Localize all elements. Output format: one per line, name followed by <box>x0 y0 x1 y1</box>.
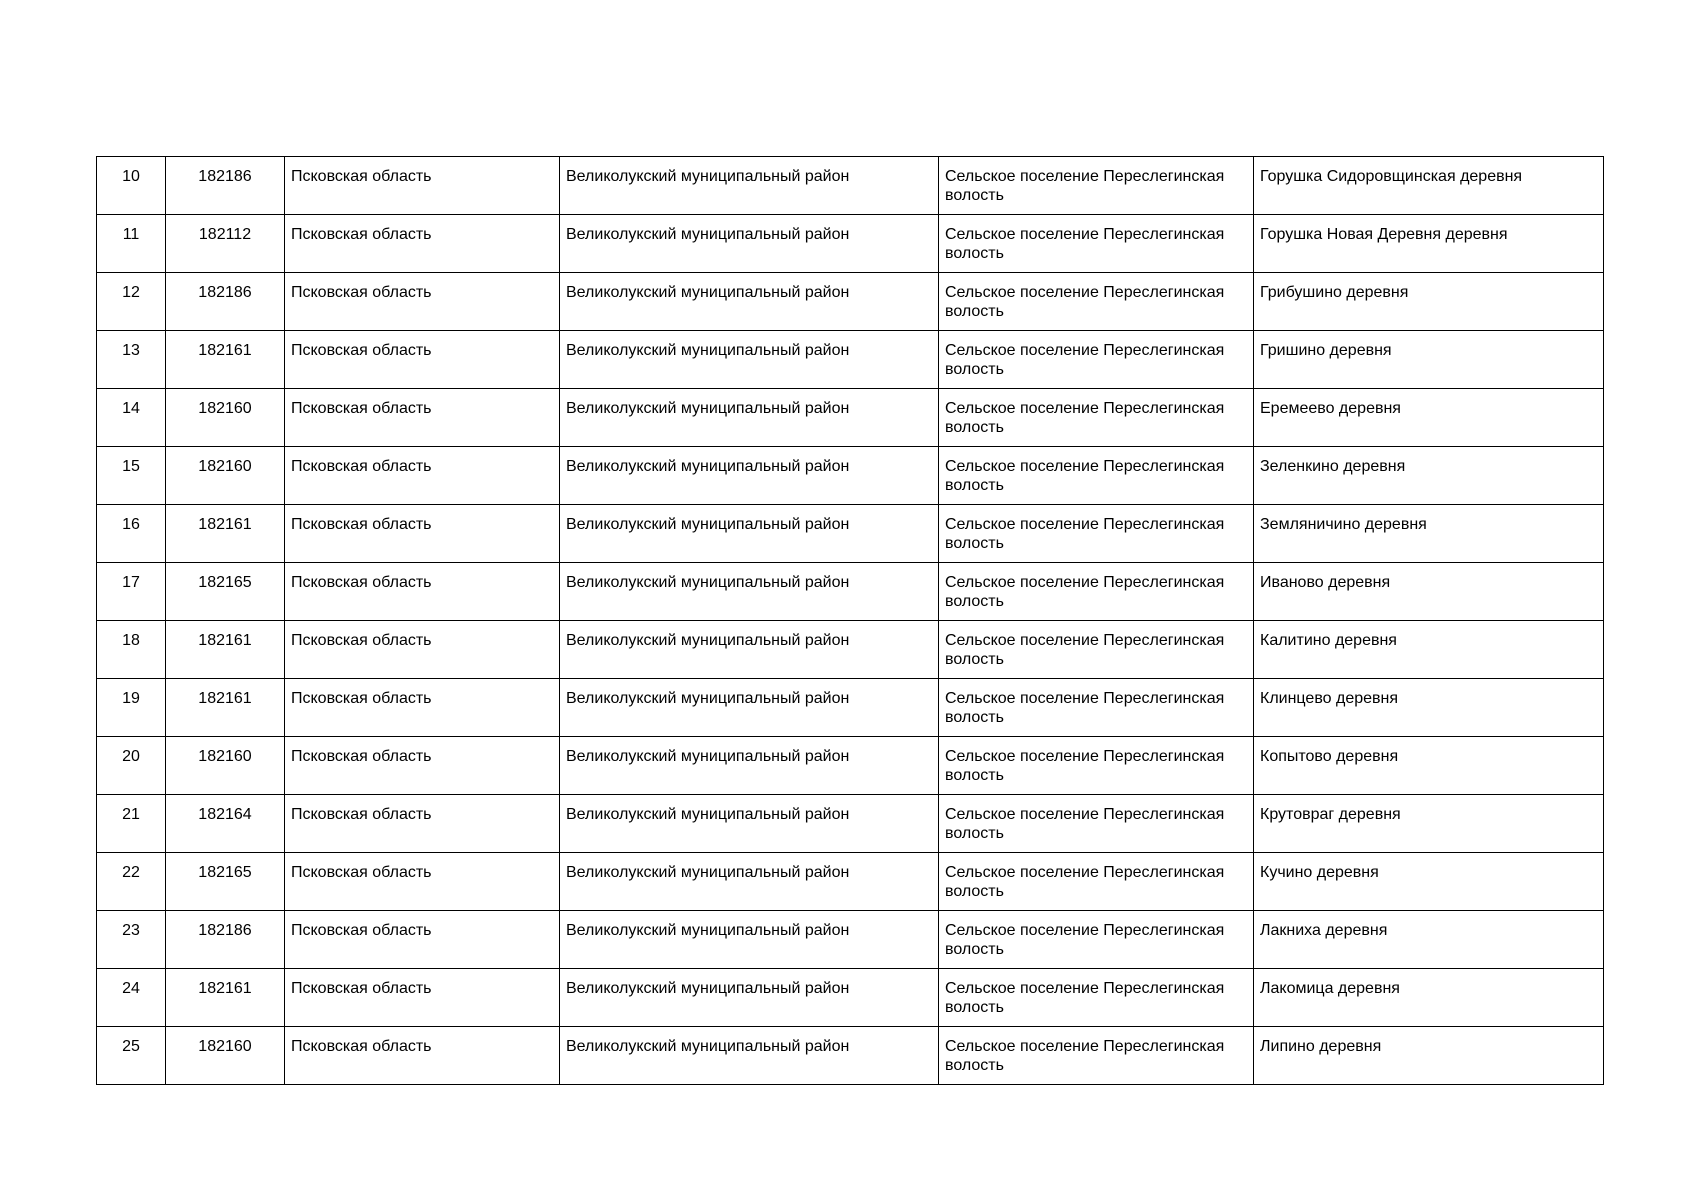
table-row <box>97 621 1604 679</box>
locality-cell: Крутовраг деревня <box>1254 795 1604 853</box>
settlement-cell: Сельское поселение Переслегинская волость <box>939 795 1254 853</box>
district-cell: Великолукский муниципальный район <box>560 331 939 389</box>
table-row <box>97 911 1604 969</box>
locality-cell: Еремеево деревня <box>1254 389 1604 447</box>
region-cell: Псковская область <box>285 1027 560 1085</box>
locality-cell: Лакниха деревня <box>1254 911 1604 969</box>
district-cell: Великолукский муниципальный район <box>560 215 939 273</box>
district-cell: Великолукский муниципальный район <box>560 737 939 795</box>
row-number-cell: 22 <box>97 853 166 911</box>
region-cell: Псковская область <box>285 911 560 969</box>
locality-cell: Копытово деревня <box>1254 737 1604 795</box>
table-row <box>97 215 1604 273</box>
row-number-cell: 24 <box>97 969 166 1027</box>
row-number-cell: 21 <box>97 795 166 853</box>
region-cell: Псковская область <box>285 215 560 273</box>
table-row <box>97 969 1604 1027</box>
district-cell: Великолукский муниципальный район <box>560 563 939 621</box>
district-cell: Великолукский муниципальный район <box>560 273 939 331</box>
locality-cell: Иваново деревня <box>1254 563 1604 621</box>
table-row <box>97 273 1604 331</box>
district-cell: Великолукский муниципальный район <box>560 679 939 737</box>
table-row <box>97 737 1604 795</box>
postal-code-cell: 182165 <box>166 563 285 621</box>
settlement-cell: Сельское поселение Переслегинская волость <box>939 737 1254 795</box>
postal-code-cell: 182186 <box>166 273 285 331</box>
region-cell: Псковская область <box>285 157 560 215</box>
locality-cell: Земляничино деревня <box>1254 505 1604 563</box>
table-row <box>97 679 1604 737</box>
table-row <box>97 563 1604 621</box>
table-row <box>97 389 1604 447</box>
region-cell: Псковская область <box>285 795 560 853</box>
postal-code-cell: 182112 <box>166 215 285 273</box>
row-number-cell: 17 <box>97 563 166 621</box>
settlement-cell: Сельское поселение Переслегинская волость <box>939 447 1254 505</box>
locality-cell: Липино деревня <box>1254 1027 1604 1085</box>
postal-code-cell: 182186 <box>166 911 285 969</box>
locality-cell: Гришино деревня <box>1254 331 1604 389</box>
district-cell: Великолукский муниципальный район <box>560 505 939 563</box>
row-number-cell: 10 <box>97 157 166 215</box>
settlement-cell: Сельское поселение Переслегинская волость <box>939 563 1254 621</box>
row-number-cell: 16 <box>97 505 166 563</box>
postal-code-cell: 182161 <box>166 331 285 389</box>
settlement-cell: Сельское поселение Переслегинская волость <box>939 331 1254 389</box>
row-number-cell: 23 <box>97 911 166 969</box>
settlement-cell: Сельское поселение Переслегинская волость <box>939 389 1254 447</box>
locality-cell: Горушка Сидоровщинская деревня <box>1254 157 1604 215</box>
row-number-cell: 18 <box>97 621 166 679</box>
district-cell: Великолукский муниципальный район <box>560 621 939 679</box>
district-cell: Великолукский муниципальный район <box>560 853 939 911</box>
table-row <box>97 1027 1604 1085</box>
region-cell: Псковская область <box>285 563 560 621</box>
settlement-cell: Сельское поселение Переслегинская волость <box>939 157 1254 215</box>
region-cell: Псковская область <box>285 621 560 679</box>
locality-table-body <box>97 157 1604 1085</box>
district-cell: Великолукский муниципальный район <box>560 389 939 447</box>
locality-cell: Грибушино деревня <box>1254 273 1604 331</box>
settlement-cell: Сельское поселение Переслегинская волость <box>939 505 1254 563</box>
district-cell: Великолукский муниципальный район <box>560 447 939 505</box>
locality-cell: Горушка Новая Деревня деревня <box>1254 215 1604 273</box>
settlement-cell: Сельское поселение Переслегинская волость <box>939 969 1254 1027</box>
region-cell: Псковская область <box>285 331 560 389</box>
table-row <box>97 331 1604 389</box>
postal-code-cell: 182161 <box>166 505 285 563</box>
district-cell: Великолукский муниципальный район <box>560 1027 939 1085</box>
settlement-cell: Сельское поселение Переслегинская волость <box>939 621 1254 679</box>
postal-code-cell: 182161 <box>166 679 285 737</box>
settlement-cell: Сельское поселение Переслегинская волость <box>939 911 1254 969</box>
settlement-cell: Сельское поселение Переслегинская волость <box>939 215 1254 273</box>
row-number-cell: 19 <box>97 679 166 737</box>
row-number-cell: 25 <box>97 1027 166 1085</box>
locality-cell: Зеленкино деревня <box>1254 447 1604 505</box>
postal-code-cell: 182161 <box>166 621 285 679</box>
region-cell: Псковская область <box>285 505 560 563</box>
settlement-cell: Сельское поселение Переслегинская волость <box>939 853 1254 911</box>
row-number-cell: 14 <box>97 389 166 447</box>
table-row <box>97 853 1604 911</box>
table-row <box>97 447 1604 505</box>
region-cell: Псковская область <box>285 389 560 447</box>
settlement-cell: Сельское поселение Переслегинская волость <box>939 1027 1254 1085</box>
postal-code-cell: 182165 <box>166 853 285 911</box>
locality-table <box>96 156 1604 1085</box>
settlement-cell: Сельское поселение Переслегинская волость <box>939 273 1254 331</box>
row-number-cell: 11 <box>97 215 166 273</box>
table-row <box>97 157 1604 215</box>
table-row <box>97 795 1604 853</box>
postal-code-cell: 182160 <box>166 389 285 447</box>
region-cell: Псковская область <box>285 969 560 1027</box>
postal-code-cell: 182164 <box>166 795 285 853</box>
locality-cell: Кучино деревня <box>1254 853 1604 911</box>
row-number-cell: 20 <box>97 737 166 795</box>
region-cell: Псковская область <box>285 273 560 331</box>
region-cell: Псковская область <box>285 447 560 505</box>
region-cell: Псковская область <box>285 853 560 911</box>
locality-cell: Калитино деревня <box>1254 621 1604 679</box>
district-cell: Великолукский муниципальный район <box>560 969 939 1027</box>
locality-cell: Лакомица деревня <box>1254 969 1604 1027</box>
postal-code-cell: 182160 <box>166 1027 285 1085</box>
locality-cell: Клинцево деревня <box>1254 679 1604 737</box>
postal-code-cell: 182186 <box>166 157 285 215</box>
district-cell: Великолукский муниципальный район <box>560 795 939 853</box>
row-number-cell: 13 <box>97 331 166 389</box>
district-cell: Великолукский муниципальный район <box>560 157 939 215</box>
postal-code-cell: 182161 <box>166 969 285 1027</box>
district-cell: Великолукский муниципальный район <box>560 911 939 969</box>
postal-code-cell: 182160 <box>166 447 285 505</box>
row-number-cell: 15 <box>97 447 166 505</box>
region-cell: Псковская область <box>285 679 560 737</box>
row-number-cell: 12 <box>97 273 166 331</box>
region-cell: Псковская область <box>285 737 560 795</box>
postal-code-cell: 182160 <box>166 737 285 795</box>
settlement-cell: Сельское поселение Переслегинская волость <box>939 679 1254 737</box>
table-row <box>97 505 1604 563</box>
